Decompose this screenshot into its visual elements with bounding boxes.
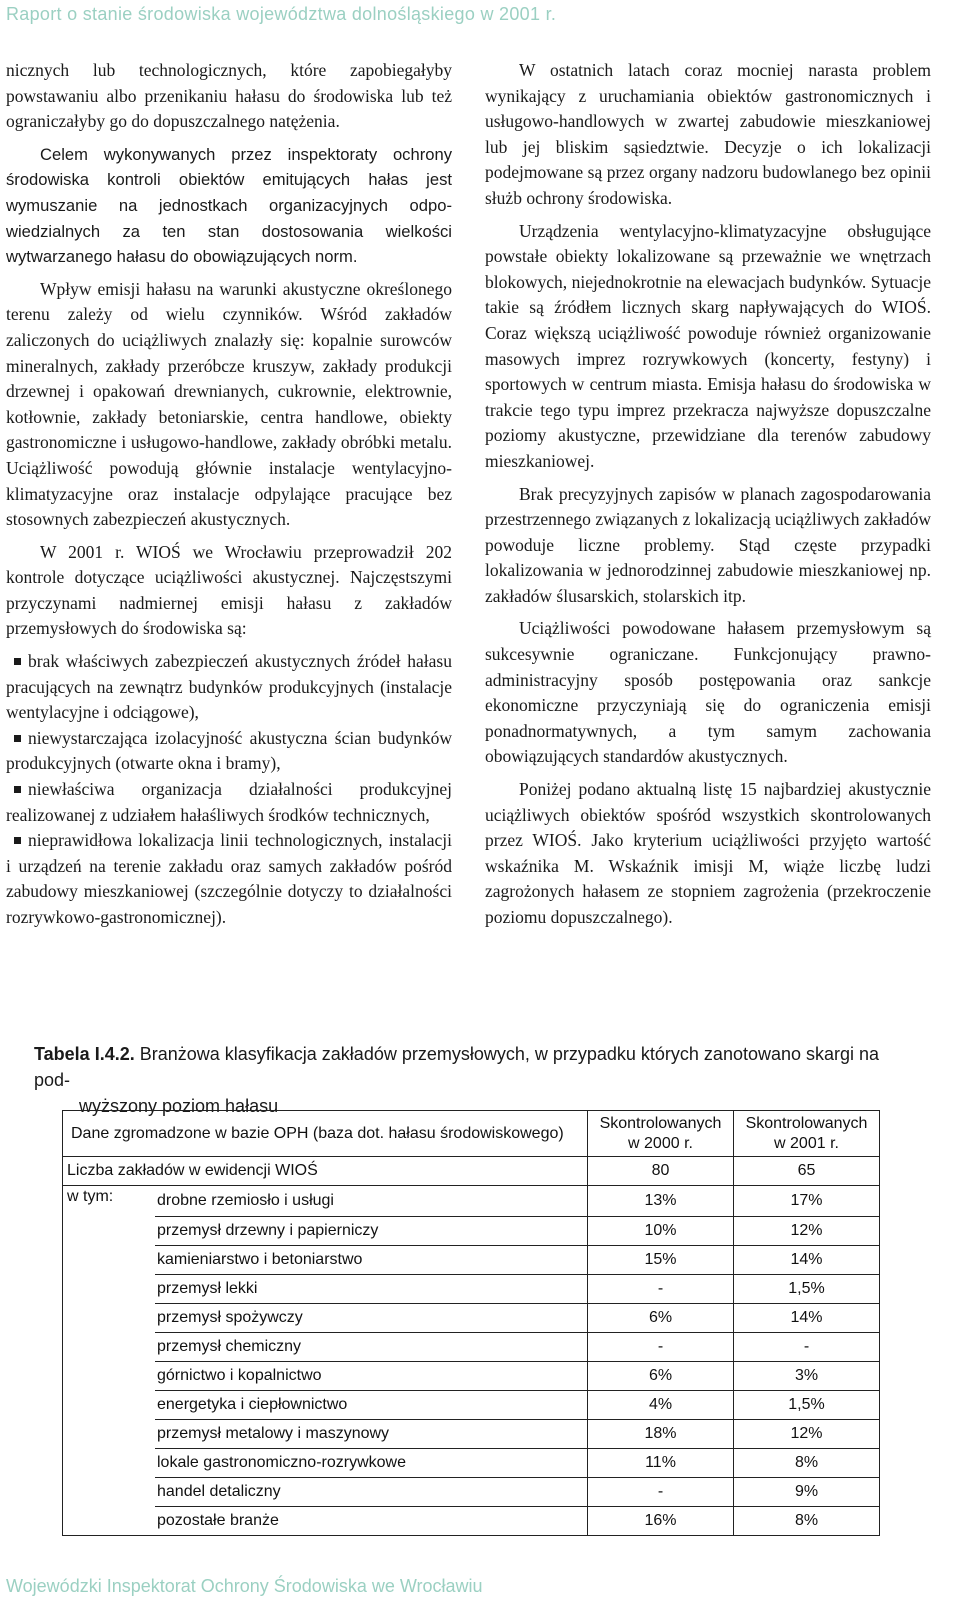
table-cell: [63, 1303, 156, 1332]
table-cell: energetyka i ciepłownictwo: [155, 1390, 588, 1419]
table-cell: handel detaliczny: [155, 1477, 588, 1506]
table-row: [63, 1303, 880, 1332]
table-cell: lokale gastronomiczno-rozrywkowe: [155, 1448, 588, 1477]
table-row: [63, 1186, 880, 1217]
paragraph: Uciążliwości powodowane hałasem przemysłowym są sukcesywnie ograniczane. Funkcjonujący prawno-administracyjny sposób postępowania oraz sankcje ekonomiczne przyczyniają się do ograniczenia emisji ponadnormatywnych, a tym samym zachowania obowiązujących standardów akustycznych.: [485, 618, 931, 767]
table-header-main: Dane zgromadzone w bazie OPH (baza dot. hałasu środowiskowego): [63, 1111, 588, 1157]
table-cell: 80: [588, 1157, 734, 1186]
table-cell: 11%: [588, 1448, 734, 1477]
cause-list: [6, 649, 452, 931]
list-item: brak właściwych zabezpieczeń akustycznych źródeł hałasu pracujących na zewnątrz budynków produkcyjnych (instalacje wentylacyjne i odciągowe),: [6, 651, 452, 723]
list-item: niewystarczająca izolacyjność akustyczna ścian budynków produkcyjnych (otwarte okna i bramy),: [6, 727, 452, 774]
table-cell: 8%: [734, 1448, 880, 1477]
table-cell: [63, 1361, 156, 1390]
table-cell: przemysł chemiczny: [155, 1332, 588, 1361]
table-header-2000: Skontrolowanych w 2000 r.: [588, 1111, 734, 1157]
left-column: [6, 58, 452, 931]
table-cell: [63, 1506, 156, 1535]
table-cell: 12%: [734, 1216, 880, 1245]
square-bullet-icon: [14, 786, 21, 793]
table-row: [63, 1390, 880, 1419]
table-cell: przemysł metalowy i maszynowy: [155, 1419, 588, 1448]
table-cell: 1,5%: [734, 1390, 880, 1419]
table-cell: 18%: [588, 1419, 734, 1448]
table-cell: 16%: [588, 1506, 734, 1535]
paragraph: Brak precyzyjnych zapisów w planach zagospodarowania przestrzennego związanych z lokalizacją uciążliwych zakładów powoduje liczne problemy. Stąd częste przypadki lokalizowania w jednorodzinnej zabudowie mieszkaniowej np. zakładów ślusarskich, stolarskich itp.: [485, 483, 931, 606]
table-total-row: [63, 1157, 880, 1186]
table-cell: [63, 1390, 156, 1419]
table-row: [63, 1448, 880, 1477]
table-cell: 3%: [734, 1361, 880, 1390]
table-cell: 9%: [734, 1477, 880, 1506]
table-cell: pozostałe branże: [155, 1506, 588, 1535]
table-cell: 1,5%: [734, 1274, 880, 1303]
table-caption-label: Tabela I.4.2.: [34, 1044, 135, 1064]
table-cell: -: [588, 1332, 734, 1361]
table-cell: drobne rzemiosło i usługi: [157, 1191, 334, 1209]
table-cell: -: [588, 1477, 734, 1506]
table-cell: górnictwo i kopalnictwo: [155, 1361, 588, 1390]
table-row: [63, 1506, 880, 1535]
table-cell: 65: [734, 1157, 880, 1186]
table-cell: 6%: [588, 1361, 734, 1390]
table-cell: 6%: [588, 1303, 734, 1332]
list-item: niewłaściwa organizacja działalności produkcyjnej realizowanej z udziałem hałaśliwych środków technicznych,: [6, 779, 452, 825]
square-bullet-icon: [14, 658, 21, 665]
square-bullet-icon: [14, 837, 21, 844]
table-cell: [63, 1274, 156, 1303]
table-cell: [63, 1419, 156, 1448]
paragraph: Poniżej podano aktualną listę 15 najbardziej akustycznie uciążliwych obiektów spośród wszystkich skontrolowanych przez WIOŚ. Jako kryterium uciążliwości przyjęto wartość wskaźnika M. Wskaźnik imisji M, wiąże liczbę ludzi zagrożonych hałasem ze stopniem zagrożenia (przekroczenie poziomu dopuszczalnego).: [485, 779, 931, 927]
table-row: [63, 1216, 880, 1245]
running-header: Raport o stanie środowiska województwa dolnośląskiego w 2001 r.: [6, 4, 557, 24]
square-bullet-icon: [14, 735, 21, 742]
industry-complaints-table: [62, 1110, 880, 1536]
running-footer: Wojewódzki Inspektorat Ochrony Środowiska we Wrocławiu: [6, 1576, 483, 1596]
table-cell: 15%: [588, 1245, 734, 1274]
table-cell: przemysł lekki: [155, 1274, 588, 1303]
table-cell: [63, 1448, 156, 1477]
table-cell: przemysł drzewny i papierniczy: [155, 1216, 588, 1245]
table-row: [63, 1245, 880, 1274]
table-cell: kamieniarstwo i betoniarstwo: [155, 1245, 588, 1274]
paragraph: Wpływ emisji hałasu na warunki akustyczne określonego terenu zależy od wielu czynników. Wśród zakładów zaliczonych do uciążliwych znalazły się: kopalnie surowców mineralnych, zakłady przeróbcze kruszyw, zakłady produkcji drzewnej i opakowań drewnianych, cukrownie, elektrownie, kotłownie, zakłady betoniarskie, centra handlowe, obiekty gastronomiczne i usługowo-handlowe, zakłady obróbki metalu. Uciążliwość powodują głównie instalacje wentylacyjno-klimatyzacyjne oraz instalacje odpylające pracujące bez stosownych zabezpieczeń akustycznych.: [6, 278, 452, 530]
list-item: nieprawidłowa lokalizacja linii technologicznych, instalacji i urządzeń na terenie zakładu oraz samych zakładów pośród zabudowy mieszkaniowej (szczególnie dotyczy to działalności rozrywkowo-gastronomicznej).: [6, 830, 452, 927]
table-caption-text: Branżowa klasyfikacja zakładów przemysłowych, w przypadku których zanotowano skargi na pod-: [34, 1044, 880, 1090]
table-row: [63, 1419, 880, 1448]
table-row: [63, 1361, 880, 1390]
table-cell: 4%: [588, 1390, 734, 1419]
table-cell: -: [734, 1332, 880, 1361]
table-cell: 13%: [588, 1186, 734, 1217]
table-cell: przemysł spożywczy: [155, 1303, 588, 1332]
table-row: [63, 1274, 880, 1303]
table-caption-text-continued: wyższony poziom hałasu: [79, 1096, 279, 1116]
right-column: [485, 58, 931, 938]
table-caption: [34, 1041, 914, 1119]
table-row: [63, 1477, 880, 1506]
table-cell: 10%: [588, 1216, 734, 1245]
table-cell: 8%: [734, 1506, 880, 1535]
table-cell: 14%: [734, 1245, 880, 1274]
total-label: Liczba zakładów w ewidencji WIOŚ: [63, 1157, 588, 1186]
table-cell: 17%: [734, 1186, 880, 1217]
paragraph: nicznych lub technologicznych, które zapobiegałyby powstawaniu albo przenikaniu hałasu do środowiska lub też ograniczałyby go do dopuszczalnego natężenia.: [6, 60, 452, 132]
table-cell: [63, 1332, 156, 1361]
table-cell: [63, 1216, 156, 1245]
paragraph: W ostatnich latach coraz mocniej narasta problem wynikający z uruchamiania obiektów gastronomicznych i usługowo-handlowych w zwartej zabudowie mieszkaniowej lub jej bliskim sąsiedztwie. Decyzje o ich lokalizacji podejmowane są przez organy nadzoru budowlanego bez opinii służb ochrony środowiska.: [485, 60, 931, 208]
table-cell: 14%: [734, 1303, 880, 1332]
paragraph: W 2001 r. WIOŚ we Wrocławiu przeprowadził 202 kontrole dotyczące uciążliwości akustycznej. Najczęstszymi przyczynami nadmiernej emisji hałasu z zakładów przemysłowych do środowiska są:: [6, 541, 452, 639]
table-cell: [63, 1245, 156, 1274]
paragraph: Urządzenia wentylacyjno-klimatyzacyjne obsługujące powstałe obiekty lokalizowane są przeważnie we wnętrzach blokowych, niejednokrotnie na elewacjach budynków. Sytuacje takie są źródłem licznych skarg napływających do WIOŚ. Coraz większą uciążliwość powoduje również organizowanie masowych imprez rozrywkowych (koncerty, festyny) i sportowych w centrum miasta. Emisja hałasu do środowiska w trakcie tego typu imprez przekracza najwyższe dopuszczalne poziomy akustyczne, przewidziane dla terenów zabudowy mieszkaniowej.: [485, 220, 931, 471]
table-row: [63, 1332, 880, 1361]
table-cell: -: [588, 1274, 734, 1303]
table-cell: 12%: [734, 1419, 880, 1448]
wtym-label: w tym:: [63, 1186, 156, 1217]
table-header-2001: Skontrolowanych w 2001 r.: [734, 1111, 880, 1157]
table-cell: [63, 1477, 156, 1506]
table-header-row: [63, 1111, 880, 1157]
paragraph: Celem wykonywanych przez inspektoraty ochrony środowiska kontroli obiektów emitujących hałas jest wymuszanie na jednostkach organizacyjnych odpowiedzialnych za ten stan dostosowania wielkości wytwarzanego hałasu do obowiązujących norm.: [6, 144, 452, 267]
